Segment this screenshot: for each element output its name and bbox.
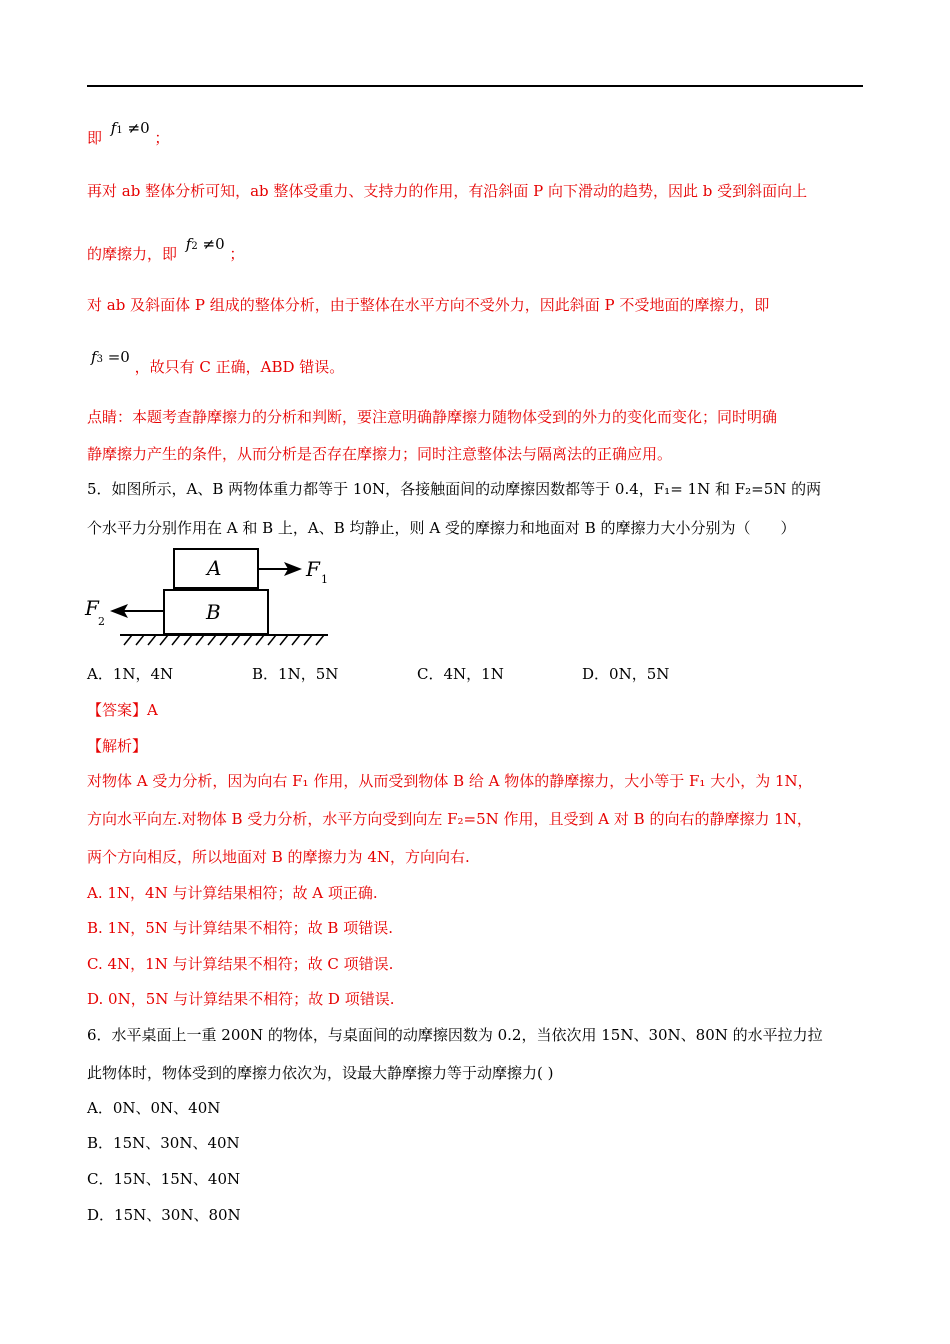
p1-math bbox=[111, 119, 150, 137]
q5-analysis-line: 方向水平向左.对物体 B 受力分析，水平方向受到向左 F₂=5N 作用，且受到 A 对 B 的向右的静摩擦力 1N， bbox=[87, 810, 812, 828]
p3-suffix: ，故只有 C 正确，ABD 错误。 bbox=[134, 358, 345, 376]
math-var: f bbox=[91, 348, 97, 366]
math-sub: 2 bbox=[191, 241, 198, 252]
f2-sub: 2 bbox=[98, 615, 105, 628]
p2-prefix: 的摩擦力，即 bbox=[87, 245, 178, 263]
header-rule bbox=[87, 85, 863, 87]
q5-analysis-line: B. 1N，5N 与计算结果不相符；故 B 项错误. bbox=[87, 919, 393, 937]
f2-label: F bbox=[85, 596, 99, 620]
block-b-label: B bbox=[206, 600, 221, 624]
p2-math bbox=[186, 235, 225, 253]
p2-line2 bbox=[87, 235, 245, 267]
block-a-label: A bbox=[207, 556, 222, 580]
ground-hatching bbox=[124, 635, 324, 645]
math-var: f bbox=[185, 235, 192, 253]
q5-analysis-line: 两个方向相反，所以地面对 B 的摩擦力为 4N，方向向右. bbox=[87, 848, 470, 866]
q6-option-b: B．15N、30N、40N bbox=[87, 1134, 240, 1152]
p2-line1: 再对 ab 整体分析可知，ab 整体受重力、支持力的作用，有沿斜面 P 向下滑动的趋势，因此 b 受到斜面向上 bbox=[87, 182, 808, 200]
tip-line2: 静摩擦力产生的条件，从而分析是否存在摩擦力；同时注意整体法与隔离法的正确应用。 bbox=[87, 445, 673, 463]
q5-analysis-line: D. 0N，5N 与计算结果不相符；故 D 项错误. bbox=[87, 990, 395, 1008]
p3-line1: 对 ab 及斜面体 P 组成的整体分析，由于整体在水平方向不受外力，因此斜面 P 不受地面的摩擦力，即 bbox=[87, 296, 770, 314]
q5-option-b: B．1N，5N bbox=[252, 665, 339, 683]
q5-option-a: A．1N，4N bbox=[87, 665, 174, 683]
p3-math bbox=[91, 348, 130, 366]
math-sub: 3 bbox=[96, 354, 103, 365]
tip-line1: 点睛：本题考查静摩擦力的分析和判断，要注意明确静摩擦力随物体受到的外力的变化而变化；同时明确 bbox=[87, 408, 778, 426]
f2-arrow bbox=[110, 604, 164, 618]
q5-line2: 个水平力分别作用在 A 和 B 上，A、B 均静止，则 A 受的摩擦力和地面对 B 的摩擦力大小分别为（ ） bbox=[87, 519, 796, 537]
q5-answer: 【答案】A bbox=[87, 701, 158, 719]
math-rel: ≠0 bbox=[202, 235, 225, 253]
p2-suffix: ； bbox=[229, 245, 245, 263]
q5-option-c: C．4N，1N bbox=[417, 665, 504, 683]
q5-analysis-line: A. 1N，4N 与计算结果相符；故 A 项正确. bbox=[87, 884, 378, 902]
math-rel: =0 bbox=[107, 348, 130, 366]
q6-line1: 6．水平桌面上一重 200N 的物体，与桌面间的动摩擦因数为 0.2，当依次用 15N、30N、80N 的水平拉力拉 bbox=[87, 1026, 823, 1044]
q5-option-d: D．0N，5N bbox=[582, 665, 670, 683]
math-sub: 1 bbox=[116, 125, 123, 136]
q6-line2: 此物体时，物体受到的摩擦力依次为，设最大静摩擦力等于动摩擦力( ) bbox=[87, 1064, 554, 1082]
f1-arrow bbox=[258, 562, 302, 576]
p3-line2 bbox=[87, 348, 345, 380]
q6-option-a: A．0N、0N、40N bbox=[87, 1099, 221, 1117]
q6-option-d: D．15N、30N、80N bbox=[87, 1206, 241, 1224]
q5-analysis-line: C. 4N，1N 与计算结果不相符；故 C 项错误. bbox=[87, 955, 394, 973]
q6-option-c: C．15N、15N、40N bbox=[87, 1170, 241, 1188]
p1-line bbox=[87, 119, 170, 151]
math-var: f bbox=[110, 119, 117, 137]
q5-analysis-line: 对物体 A 受力分析，因为向右 F₁ 作用，从而受到物体 B 给 A 物体的静摩擦力，大小等于 F₁ 大小，为 1N， bbox=[87, 772, 813, 790]
q5-diagram bbox=[80, 545, 340, 655]
math-rel: ≠0 bbox=[127, 119, 150, 137]
q5-line1: 5．如图所示，A、B 两物体重力都等于 10N，各接触面间的动摩擦因数都等于 0.4，F₁= 1N 和 F₂=5N 的两 bbox=[87, 480, 822, 498]
q5-analysis-title: 【解析】 bbox=[87, 737, 148, 755]
p1-suffix: ； bbox=[154, 129, 170, 147]
p1-prefix: 即 bbox=[87, 129, 103, 147]
f1-sub: 1 bbox=[321, 573, 328, 586]
f1-label: F bbox=[306, 557, 320, 581]
